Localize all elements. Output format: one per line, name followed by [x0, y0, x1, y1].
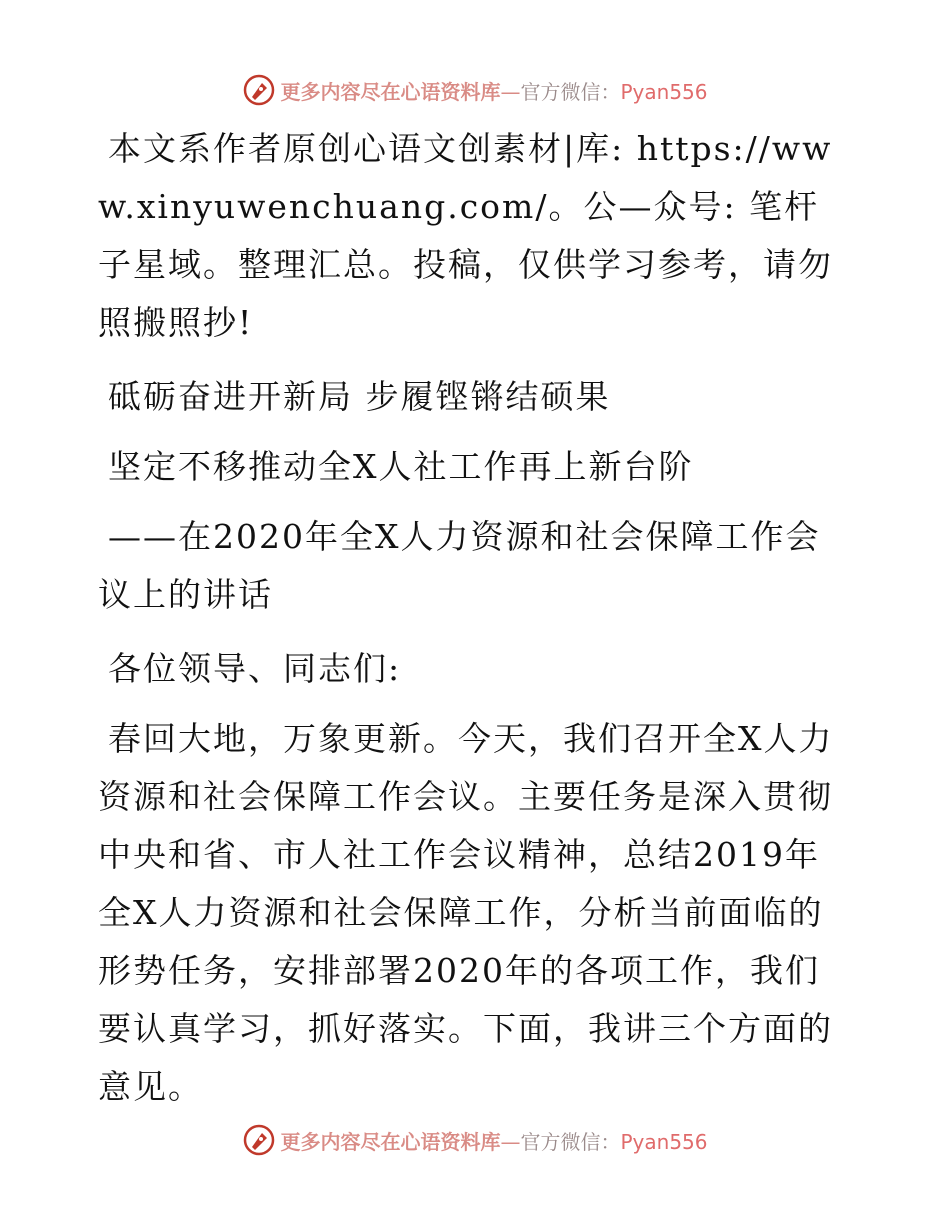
header-banner-text [280, 76, 707, 105]
header-banner-dash: — [500, 79, 521, 104]
salutation: 各位领导、同志们: [108, 649, 402, 688]
body-paragraph: 春回大地，万象更新。今天，我们召开全X人力资源和社会保障工作会议。主要任务是深入贯彻中央和省、市人社工作会议精神，总结2019年全X人力资源和社会保障工作，分析当前面临的形势任务，安排部署2020年的各项工作，我们要认真学习，抓好落实。下面，我讲三个方面的意见。 [98, 719, 834, 1106]
pen-nib-logo-icon [242, 73, 276, 107]
pen-nib-logo-icon [242, 1123, 276, 1157]
speech-subtitle: ——在2020年全X人力资源和社会保障工作会议上的讲话 [98, 517, 821, 614]
header-banner-wechat-id: Pyan556 [620, 79, 708, 104]
footer-banner-dash: — [500, 1129, 521, 1154]
footer-banner-text [280, 1126, 707, 1155]
document-body [98, 120, 850, 1132]
title-line-1: 砥砺奋进开新局 步履铿锵结硕果 [108, 377, 611, 416]
footer-banner-main: 更多内容尽在心语资料库 [280, 1129, 501, 1154]
header-banner-wechat-label: 官方微信： [520, 79, 621, 104]
header-banner-main: 更多内容尽在心语资料库 [280, 79, 501, 104]
title-line-2: 坚定不移推动全X人社工作再上新台阶 [108, 447, 694, 486]
footer-banner [0, 1120, 950, 1160]
source-notice: 本文系作者原创心语文创素材|库: https://www.xinyuwenchuang.com/。公—众号: 笔杆子星域。整理汇总。投稿，仅供学习参考，请勿照搬照抄! [98, 129, 833, 342]
footer-banner-wechat-label: 官方微信： [520, 1129, 621, 1154]
header-banner [0, 70, 950, 110]
footer-banner-wechat-id: Pyan556 [620, 1129, 708, 1154]
